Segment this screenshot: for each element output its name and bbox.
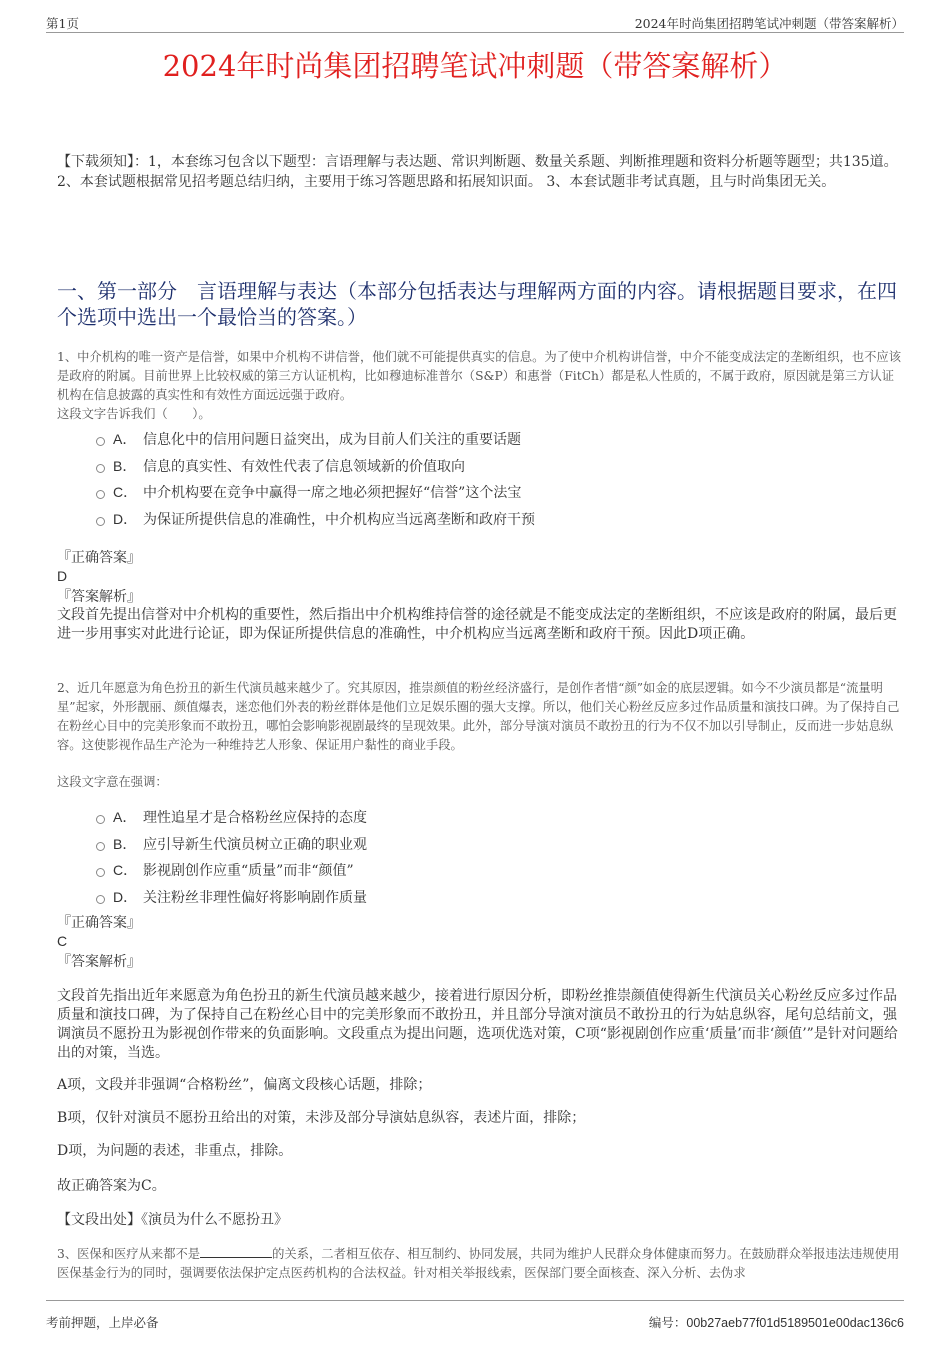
document-id: 编号：00b27aeb77f01d5189501e00dac136c6	[648, 1316, 904, 1330]
q1-answer-label: 『正确答案』	[57, 550, 141, 566]
radio-icon[interactable]	[96, 895, 105, 904]
q1-answer: D	[57, 568, 68, 584]
q1-option-c[interactable]: C． 中介机构要在竞争中赢得一席之地必须把握好“信誉”这个法宝	[96, 479, 535, 506]
q2-conclusion: 故正确答案为C。	[57, 1178, 166, 1194]
q2-note-d: D项，为问题的表述，非重点，排除。	[57, 1143, 293, 1159]
q2-text: 2、近几年愿意为角色扮丑的新生代演员越来越少了。究其原因，推崇颜值的粉丝经济盛行，是创作者惜“颜”如金的底层逻辑。如今不少演员都是“流量明星”起家，外形靓丽、颜值爆表，迷恋他们外表的粉丝群体是他们立足娱乐圈的强大支撑。所以，他们关心粉丝反应多过作品质量和演技口碑。为了保持自己在粉丝心目中的完美形象而不敢扮丑，哪怕会影响影视剧最终的呈现效果。此外，部分导演对演员不敢扮丑的行为不仅不加以引导制止，反而进一步姑息纵容。这使影视作品生产沦为一种维持艺人形象、保证用户黏性的商业手段。	[57, 681, 900, 752]
q1-text: 1、中介机构的唯一资产是信誉，如果中介机构不讲信誉，他们就不可能提供真实的信息。为了使中介机构讲信誉，中介不能变成法定的垄断组织，也不应该是政府的附属。目前世界上比较权威的第三方认证机构，比如穆迪标准普尔（S&P）和惠誉（FitCh）都是私人性质的，不属于政府，原因就是第三方认证机构在信息披露的真实性和有效性方面远远强于政府。	[57, 350, 902, 402]
page-number: 第1页	[46, 16, 79, 31]
radio-icon[interactable]	[96, 437, 105, 446]
q2-option-b[interactable]: B． 应引导新生代演员树立正确的职业观	[96, 831, 367, 858]
download-notice: 【下载须知】：1，本套练习包含以下题型：言语理解与表达题、常识判断题、数量关系题、判断推理题和资料分析题等题型；共135道。 2、本套试题根据常见招考题总结归纳，主要用于练习答题思路和拓展知识面。 3、本套试题非考试真题，且与时尚集团无关。	[57, 154, 898, 190]
q2-options	[96, 804, 367, 910]
radio-icon[interactable]	[96, 815, 105, 824]
q2-note-b: B项，仅针对演员不愿扮丑给出的对策，未涉及部分导演姑息纵容，表述片面，排除；	[57, 1110, 586, 1126]
footer-slogan: 考前押题，上岸必备	[46, 1315, 159, 1330]
radio-icon[interactable]	[96, 842, 105, 851]
section-title: 一、第一部分 言语理解与表达（本部分包括表达与理解两方面的内容。请根据题目要求，在四个选项中选出一个最恰当的答案。）	[57, 279, 897, 329]
q2-answer-label: 『正确答案』	[57, 915, 141, 931]
q3-text: 3、医保和医疗从来都不是 的关系，二者相互依存、相互制约、协同发展，共同为维护人民群众身体健康而努力。在鼓励群众举报违法违规使用医保基金行为的同时，强调要依法保护定点医药机构的合法权益。针对相关举报线索，医保部门要全面核查、深入分析、去伪求	[57, 1247, 900, 1280]
q1-prompt: 这段文字告诉我们（ ）。	[57, 407, 211, 421]
q1-option-a[interactable]: A． 信息化中的信用问题日益突出，成为目前人们关注的重要话题	[96, 426, 535, 453]
fill-blank	[200, 1247, 272, 1258]
radio-icon[interactable]	[96, 517, 105, 526]
q1-option-d[interactable]: D． 为保证所提供信息的准确性，中介机构应当远离垄断和政府干预	[96, 506, 535, 533]
q2-option-a[interactable]: A． 理性追星才是合格粉丝应保持的态度	[96, 804, 367, 831]
q2-analysis-label: 『答案解析』	[57, 954, 141, 970]
q2-option-d[interactable]: D． 关注粉丝非理性偏好将影响剧作质量	[96, 884, 367, 911]
q2-analysis: 文段首先指出近年来愿意为角色扮丑的新生代演员越来越少，接着进行原因分析，即粉丝推崇颜值使得新生代演员关心粉丝反应多过作品质量和演技口碑，为了保持自己在粉丝心目中的完美形象而不敢扮丑，并且部分导演对演员不敢扮丑的行为姑息纵容，尾句总结前文，强调演员不愿扮丑为影视创作带来的负面影响。文段重点为提出问题，选项优选对策，C项“影视剧创作应重‘质量’而非‘颜值’”是针对问题给出的对策，当选。	[57, 988, 898, 1061]
q2-answer: C	[57, 933, 68, 949]
q2-option-c[interactable]: C． 影视剧创作应重“质量”而非“颜值”	[96, 857, 367, 884]
q2-note-a: A项，文段并非强调“合格粉丝”，偏离文段核心话题，排除；	[57, 1077, 432, 1093]
q2-source: 【文段出处】《演员为什么不愿扮丑》	[57, 1212, 288, 1228]
page-footer	[46, 1300, 904, 1331]
q1-option-b[interactable]: B． 信息的真实性、有效性代表了信息领域新的价值取向	[96, 453, 535, 480]
q1-analysis-label: 『答案解析』	[57, 589, 141, 605]
q2-prompt: 这段文字意在强调：	[57, 775, 168, 789]
page-title: 2024年时尚集团招聘笔试冲刺题（带答案解析）	[162, 49, 788, 83]
q1-options	[96, 426, 535, 532]
radio-icon[interactable]	[96, 490, 105, 499]
radio-icon[interactable]	[96, 868, 105, 877]
page-header	[46, 12, 904, 33]
radio-icon[interactable]	[96, 464, 105, 473]
q1-analysis: 文段首先提出信誉对中介机构的重要性，然后指出中介机构维持信誉的途径就是不能变成法定的垄断组织，不应该是政府的附属，最后更进一步用事实对此进行论证，即为保证所提供信息的准确性，中介机构应当远离垄断和政府干预。因此D项正确。	[57, 607, 897, 642]
header-doc-title: 2024年时尚集团招聘笔试冲刺题（带答案解析）	[634, 16, 904, 31]
